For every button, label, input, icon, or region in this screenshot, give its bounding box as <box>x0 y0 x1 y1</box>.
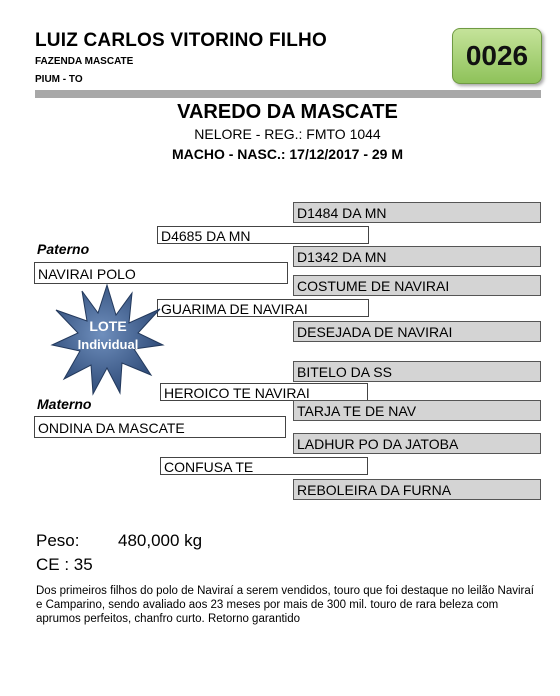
ggp-2: D1342 DA MN <box>293 246 541 267</box>
animal-name: VAREDO DA MASCATE <box>177 101 398 123</box>
ggp-8: REBOLEIRA DA FURNA <box>293 479 541 500</box>
individual-label: Individual <box>77 337 139 352</box>
weight-value: 480,000 kg <box>118 531 203 550</box>
sex-birth-date: MACHO - NASC.: 17/12/2017 - 29 M <box>171 146 404 162</box>
dam-dam: CONFUSA TE <box>160 457 368 475</box>
dam-sire: HEROICO TE NAVIRAI <box>160 383 368 401</box>
ggp-6: TARJA TE DE NAV <box>293 400 541 421</box>
header-divider <box>35 90 541 98</box>
sire: NAVIRAI POLO <box>34 262 288 284</box>
dam: ONDINA DA MASCATE <box>34 416 286 438</box>
weight-label: Peso: <box>36 531 80 550</box>
ggp-7: LADHUR PO DA JATOBA <box>293 433 541 454</box>
paterno-label: Paterno <box>37 241 90 257</box>
city-name: PIUM - TO <box>35 74 83 85</box>
sire-sire: D4685 DA MN <box>157 226 369 244</box>
scrotal-circumference: CE : 35 <box>36 555 93 574</box>
ggp-3: COSTUME DE NAVIRAI <box>293 275 541 296</box>
lote-label: LOTE <box>89 318 127 334</box>
owner-name: LUIZ CARLOS VITORINO FILHO <box>35 30 327 51</box>
ggp-4: DESEJADA DE NAVIRAI <box>293 321 541 342</box>
ggp-5: BITELO DA SS <box>293 361 541 382</box>
breed-registration: NELORE - REG.: FMTO 1044 <box>194 126 381 142</box>
materno-label: Materno <box>37 396 92 412</box>
description-text: Dos primeiros filhos do polo de Naviraí a serem vendidos, touro que foi destaque no leilão Naviraí e Camparino, sendo avaliado aos 23 meses por mais de 300 mil. touro de rara beleza com aprumos perfeitos, chanfro curto. Retorno garantido <box>36 585 534 625</box>
farm-name: FAZENDA MASCATE <box>35 56 134 67</box>
lot-number-badge: 0026 <box>452 28 542 84</box>
sire-dam: GUARIMA DE NAVIRAI <box>157 299 369 317</box>
ggp-1: D1484 DA MN <box>293 202 541 223</box>
